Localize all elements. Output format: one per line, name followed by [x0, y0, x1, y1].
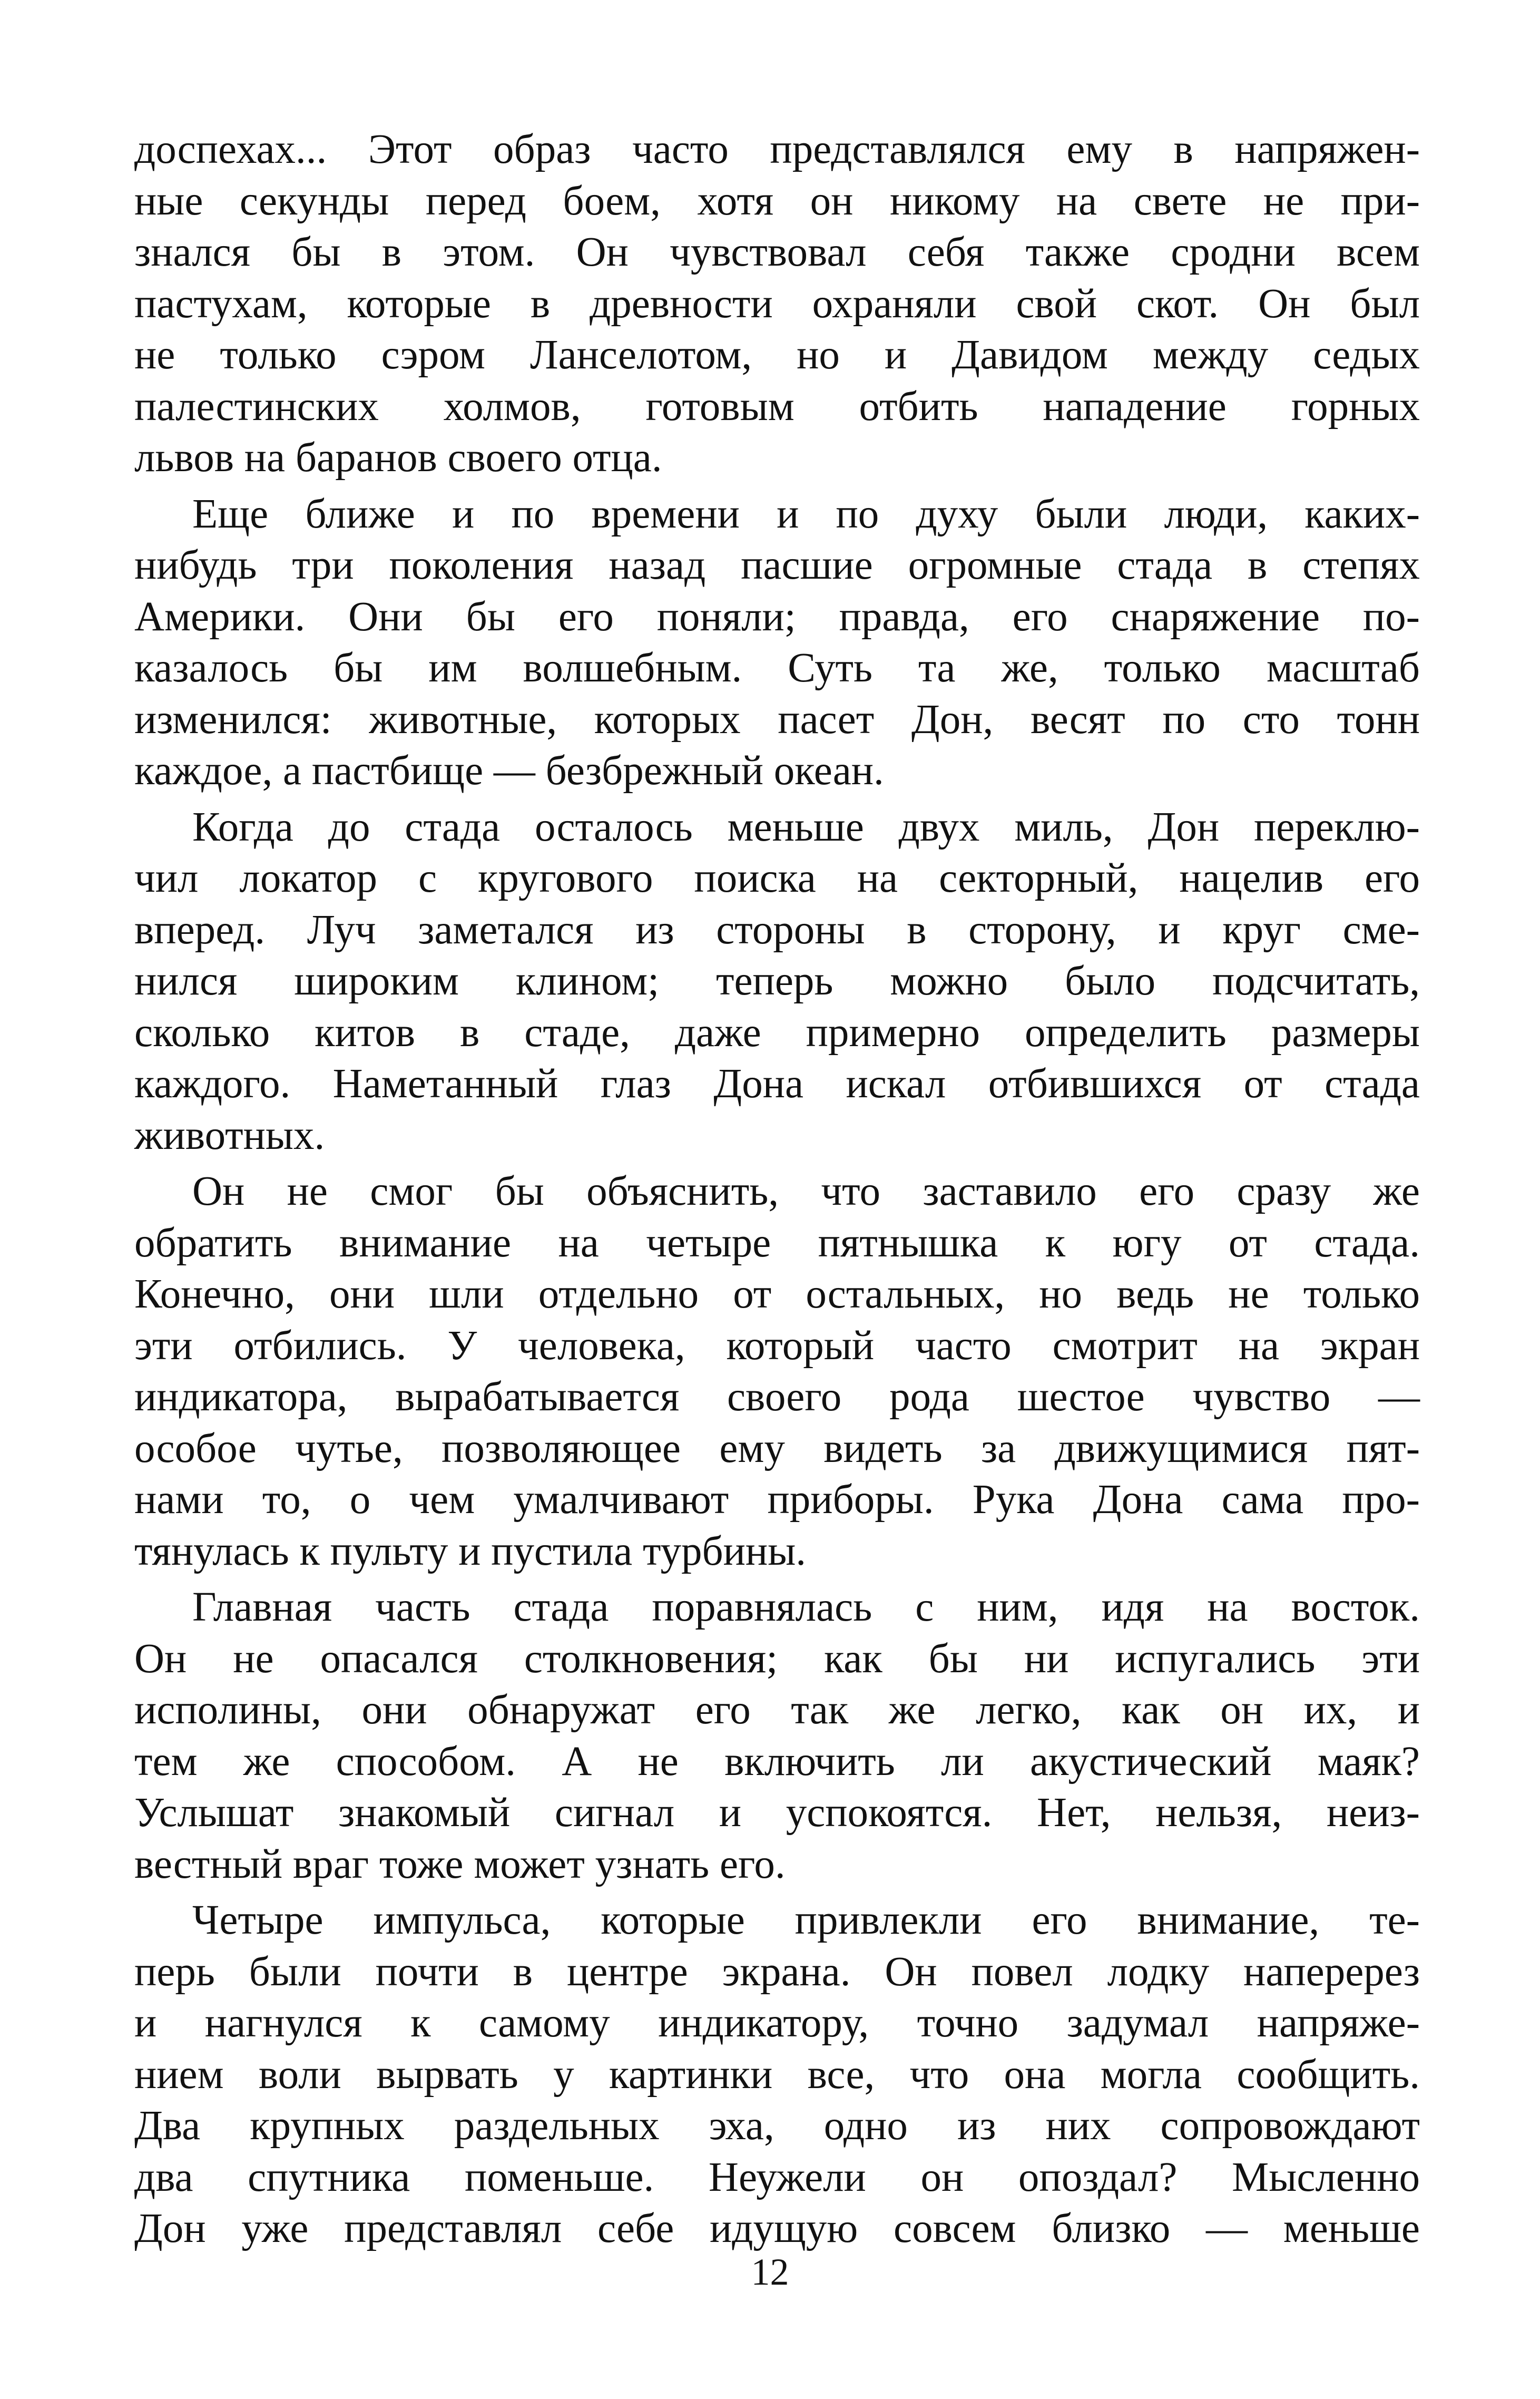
- paragraph-5: [134, 1582, 1420, 1890]
- text-line: особое чутье, позволяющее ему видеть за движущимися пят-: [134, 1425, 1420, 1471]
- text-line: знался бы в этом. Он чувствовал себя также сродни всем: [134, 229, 1420, 275]
- page-number: 12: [751, 2251, 789, 2293]
- text-line: эти отбились. У человека, который часто смотрит на экран: [134, 1322, 1420, 1369]
- text-line: Дон уже представлял себе идущую совсем близко — меньше: [134, 2206, 1420, 2251]
- text-line: Еще ближе и по времени и по духу были люди, каких-: [192, 491, 1420, 537]
- text-line: Главная часть стада поравнялась с ним, идя на восток.: [192, 1584, 1420, 1630]
- text-line: доспехах... Этот образ часто представлялся ему в напряжен-: [134, 126, 1420, 172]
- text-line: тянулась к пульту и пустила турбины.: [134, 1528, 807, 1574]
- text-line: нибудь три поколения назад пасшие огромные стада в степях: [134, 542, 1420, 588]
- text-line: индикатора, вырабатывается своего рода шестое чувство —: [134, 1374, 1420, 1420]
- paragraph-4: [134, 1166, 1420, 1577]
- paragraph-1: [134, 124, 1420, 484]
- text-line: вестный враг тоже может узнать его.: [134, 1841, 786, 1887]
- text-line: казалось бы им волшебным. Суть та же, только масштаб: [134, 645, 1420, 691]
- text-line: львов на баранов своего отца.: [134, 435, 662, 481]
- text-line: обратить внимание на четыре пятнышка к югу от стада.: [134, 1220, 1420, 1266]
- text-line: чил локатор с кругового поиска на секторный, нацелив его: [134, 855, 1420, 901]
- text-line: пастухам, которые в древности охраняли свой скот. Он был: [134, 280, 1420, 327]
- text-line: не только сэром Ланселотом, но и Давидом между седых: [134, 332, 1420, 378]
- text-line: два спутника поменьше. Неужели он опоздал? Мысленно: [134, 2154, 1420, 2200]
- text-line: нился широким клином; теперь можно было подсчитать,: [134, 958, 1420, 1004]
- text-line: Четыре импульса, которые привлекли его внимание, те-: [192, 1897, 1420, 1943]
- text-line: животных.: [134, 1112, 325, 1158]
- text-line: Услышат знакомый сигнал и успокоятся. Нет, нельзя, неиз-: [134, 1790, 1420, 1836]
- book-page-body: [134, 124, 1420, 2259]
- paragraph-6: [134, 1895, 1420, 2255]
- text-line: палестинских холмов, готовым отбить нападение горных: [134, 383, 1420, 430]
- paragraph-2: [134, 489, 1420, 797]
- text-line: Два крупных раздельных эха, одно из них сопровождают: [134, 2103, 1420, 2149]
- text-line: нами то, о чем умалчивают приборы. Рука Дона сама про-: [134, 1477, 1420, 1523]
- text-line: нием воли вырвать у картинки все, что она могла сообщить.: [134, 2051, 1420, 2098]
- text-line: изменился: животные, которых пасет Дон, весят по сто тонн: [134, 696, 1420, 743]
- text-line: исполины, они обнаружат его так же легко, как он их, и: [134, 1687, 1420, 1733]
- text-line: каждое, а пастбище — безбрежный океан.: [134, 748, 884, 794]
- text-line: и нагнулся к самому индикатору, точно задумал напряже-: [134, 2000, 1420, 2046]
- text-line: Конечно, они шли отдельно от остальных, но ведь не только: [134, 1271, 1420, 1317]
- paragraph-3: [134, 802, 1420, 1162]
- text-line: Америки. Они бы его поняли; правда, его снаряжение по-: [134, 593, 1420, 640]
- text-line: сколько китов в стаде, даже примерно определить размеры: [134, 1009, 1420, 1056]
- text-line: ные секунды перед боем, хотя он никому на свете не при-: [134, 178, 1420, 224]
- text-line: Он не смог бы объяснить, что заставило его сразу же: [192, 1168, 1420, 1214]
- text-line: Он не опасался столкновения; как бы ни испугались эти: [134, 1635, 1420, 1682]
- text-line: каждого. Наметанный глаз Дона искал отбившихся от стада: [134, 1061, 1420, 1107]
- text-line: вперед. Луч заметался из стороны в сторону, и круг сме-: [134, 906, 1420, 953]
- text-line: тем же способом. А не включить ли акустический маяк?: [134, 1738, 1420, 1784]
- text-line: перь были почти в центре экрана. Он повел лодку наперерез: [134, 1948, 1420, 1995]
- text-line: Когда до стада осталось меньше двух миль, Дон переклю-: [192, 804, 1420, 850]
